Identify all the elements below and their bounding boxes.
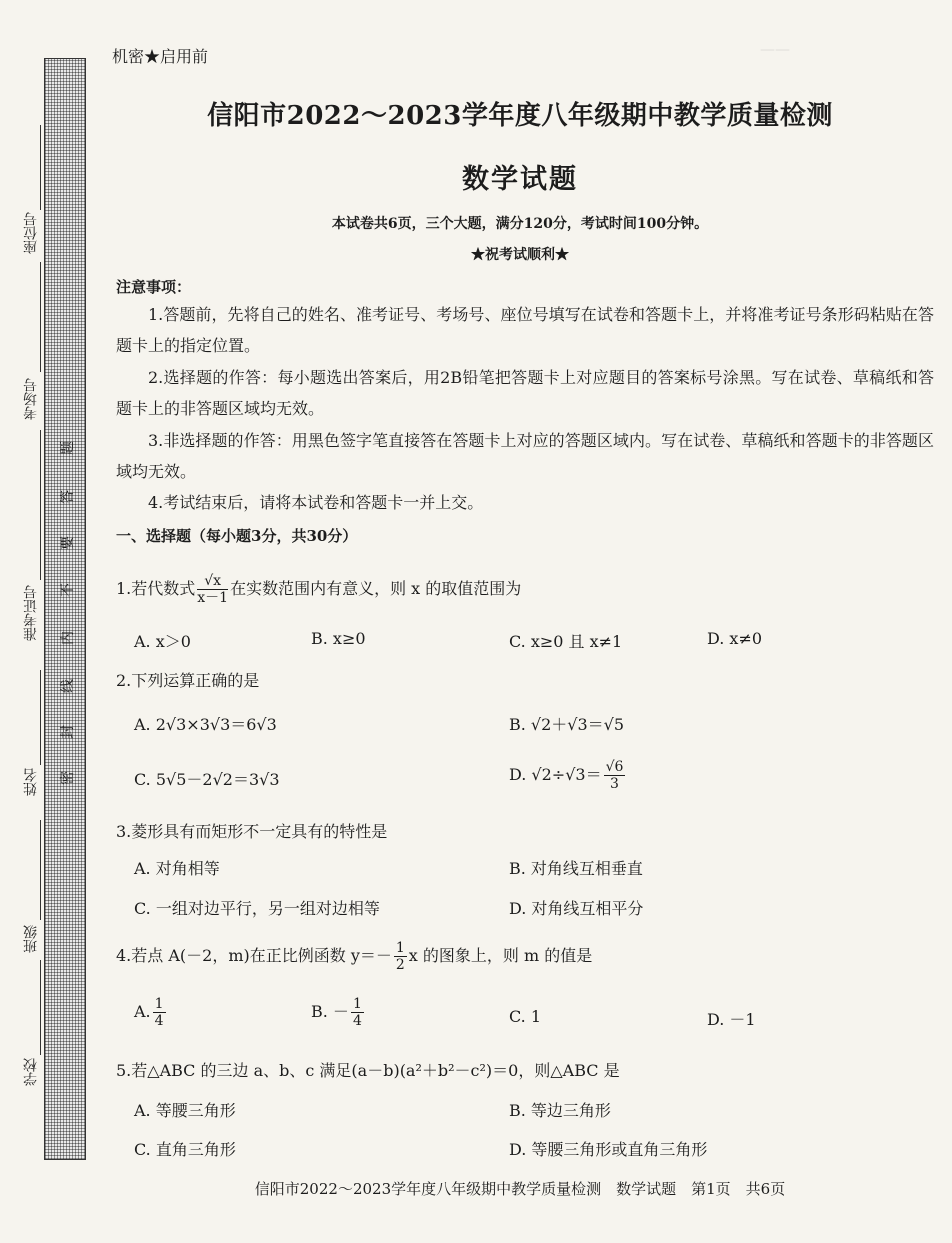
- q2-option-d: [509, 760, 627, 791]
- q4-frac-num: 1: [395, 940, 405, 956]
- seal-char: 密: [60, 771, 76, 785]
- notes-title: 注意事项：: [116, 278, 192, 296]
- binding-line: [40, 820, 41, 920]
- q4-b-den: 4: [352, 1013, 362, 1029]
- q4-option-d: D. －1: [707, 1010, 756, 1029]
- question-4: [116, 941, 592, 972]
- q2-d-num: √6: [605, 759, 624, 775]
- q2-option-d-pre: D. √2÷√3＝: [509, 765, 602, 784]
- exam-wish: ★祝考试顺利★: [471, 247, 569, 263]
- seal-char: 答: [60, 490, 76, 504]
- seal-char: 内: [60, 631, 76, 645]
- q4-fraction: [394, 941, 407, 972]
- name-label: 姓名: [23, 768, 39, 796]
- q4-option-a-label: A.: [134, 1002, 151, 1021]
- q4-frac-den: 2: [395, 957, 405, 973]
- q3-option-b: B. 对角线互相垂直: [509, 859, 643, 878]
- q4-option-b-fraction: [351, 997, 364, 1028]
- q4-stem-post: x 的图象上，则 m 的值是: [408, 946, 593, 965]
- q4-a-den: 4: [154, 1013, 164, 1029]
- q2-option-a: A. 2√3×3√3＝6√3: [134, 715, 277, 734]
- seal-char: 要: [60, 536, 76, 550]
- q1-stem-post: 在实数范围内有意义，则 x 的取值范围为: [230, 579, 522, 598]
- q2-option-c: C. 5√5－2√2＝3√3: [134, 770, 280, 789]
- binding-margin-hatch: [44, 58, 86, 1160]
- q4-a-num: 1: [154, 996, 164, 1012]
- class-label: 班级: [23, 925, 39, 953]
- note-item: 1.答题前，先将自己的姓名、准考证号、考场号、座位号填写在试卷和答题卡上，并将准考证号条形码粘贴在答题卡上的指定位置。: [116, 305, 934, 355]
- confidential-mark: 机密★启用前: [112, 47, 209, 66]
- bleed-through-text: ——: [760, 40, 790, 58]
- seal-char: 不: [60, 583, 76, 597]
- binding-line: [40, 430, 41, 580]
- school-label: 学校: [23, 1058, 39, 1086]
- q1-option-b: B. x≥0: [311, 629, 366, 648]
- q1-frac-num: √x: [197, 574, 228, 590]
- q1-stem-pre: 1.若代数式: [116, 579, 196, 598]
- binding-line: [40, 670, 41, 765]
- q5-option-a: A. 等腰三角形: [134, 1101, 236, 1120]
- q2-d-den: 3: [610, 776, 619, 792]
- question-1: [116, 574, 521, 605]
- ticket-label: 准考证号: [23, 585, 39, 641]
- question-3: 3.菱形具有而矩形不一定具有的特性是: [116, 822, 388, 841]
- q5-option-b: B. 等边三角形: [509, 1101, 611, 1120]
- exam-subtitle: 数学试题: [462, 164, 578, 195]
- q5-option-d: D. 等腰三角形或直角三角形: [509, 1140, 708, 1159]
- q1-option-d: D. x≠0: [707, 629, 763, 648]
- q3-option-d: D. 对角线互相平分: [509, 899, 644, 918]
- note-item: 3.非选择题的作答：用黑色签字笔直接答在答题卡上对应的答题区域内。写在试卷、草稿纸和答题卡的非答题区域均无效。: [116, 431, 934, 481]
- q3-option-a: A. 对角相等: [134, 859, 220, 878]
- page-footer: 信阳市2022～2023学年度八年级期中教学质量检测 数学试题 第1页 共6页: [254, 1180, 786, 1198]
- q5-option-c: C. 直角三角形: [134, 1140, 236, 1159]
- question-2: 2.下列运算正确的是: [116, 671, 260, 690]
- q2-option-d-fraction: [604, 760, 626, 791]
- q2-option-b: B. √2＋√3＝√5: [509, 715, 625, 734]
- section-heading: 一、选择题（每小题3分，共30分）: [116, 527, 358, 545]
- q4-stem-pre: 4.若点 A(－2，m)在正比例函数 y＝－: [116, 946, 392, 965]
- q1-option-c: C. x≥0 且 x≠1: [509, 632, 623, 651]
- q4-option-b: [311, 997, 366, 1028]
- note-item: 2.选择题的作答：每小题选出答案后，用2B铅笔把答题卡上对应题目的答案标号涂黑。写在试卷、草稿纸和答题卡上的非答题区域均无效。: [116, 368, 934, 418]
- binding-line: [40, 125, 41, 210]
- q1-option-a: A. x＞0: [134, 632, 191, 651]
- exam-title: 信阳市2022～2023学年度八年级期中教学质量检测: [207, 101, 833, 131]
- q1-frac-den: x－1: [197, 590, 229, 606]
- question-5: 5.若△ABC 的三边 a、b、c 满足(a－b)(a²＋b²－c²)＝0，则△ABC 是: [116, 1061, 620, 1080]
- note-item: 4.考试结束后，请将本试卷和答题卡一并上交。: [148, 493, 484, 512]
- q4-option-b-label: B. －: [311, 1002, 349, 1021]
- seal-char: 封: [60, 725, 76, 739]
- q3-option-c: C. 一组对边平行，另一组对边相等: [134, 899, 380, 918]
- seal-char: 题: [60, 441, 76, 455]
- q4-option-a-fraction: [153, 997, 166, 1028]
- q1-fraction: [197, 574, 228, 605]
- binding-line: [40, 960, 41, 1055]
- binding-line: [40, 262, 41, 372]
- q4-option-c: C. 1: [509, 1007, 542, 1026]
- q4-option-a: [134, 997, 168, 1028]
- room-label: 考场号: [23, 378, 39, 420]
- exam-info: 本试卷共6页，三个大题，满分120分，考试时间100分钟。: [331, 216, 709, 232]
- q4-b-num: 1: [352, 996, 362, 1012]
- seat-label: 座位号: [23, 212, 39, 254]
- seal-char: 线: [60, 679, 76, 693]
